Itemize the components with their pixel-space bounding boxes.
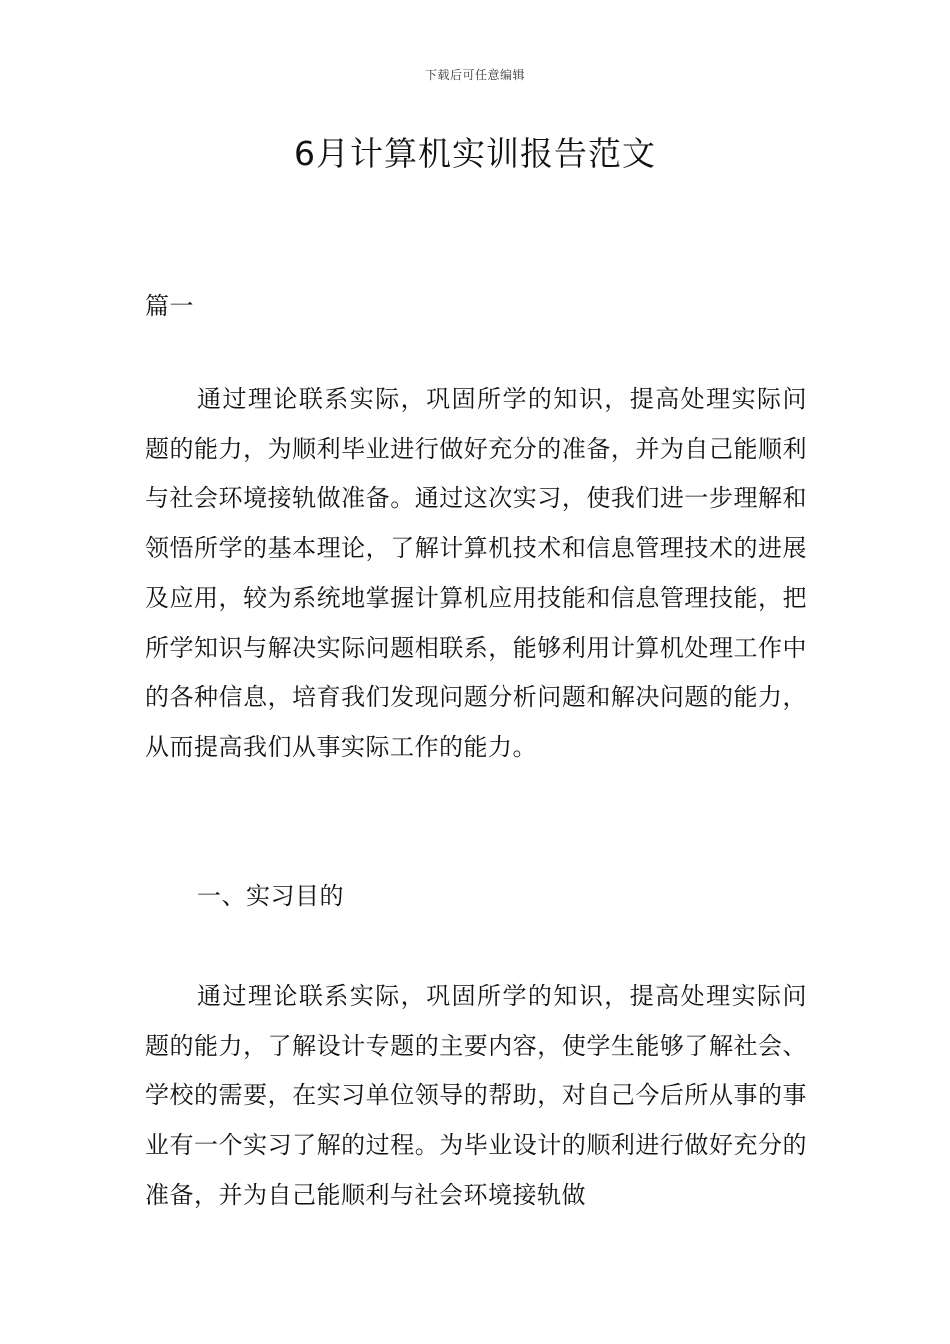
document-title: 6月计算机实训报告范文 (294, 134, 656, 173)
header-note: 下载后可任意编辑 (424, 68, 525, 82)
paragraph-purpose: 通过理论联系实际，巩固所学的知识，提高处理实际问题的能力，了解设计专题的主要内容，使学生能够了解社会、学校的需要，在实习单位领导的帮助，对自己今后所从事的事业有一个实习了解的过程。为毕业设计的顺利进行做好充分的准备，并为自己能顺利与社会环境接轨做 (145, 982, 807, 1209)
section-heading-purpose: 一、实习目的 (197, 882, 344, 910)
paragraph-intro: 通过理论联系实际，巩固所学的知识，提高处理实际问题的能力，为顺利毕业进行做好充分的准备，并为自己能顺利与社会环境接轨做准备。通过这次实习，使我们进一步理解和领悟所学的基本理论，了解计算机技术和信息管理技术的进展及应用，较为系统地掌握计算机应用技能和信息管理技能，把所学知识与解决实际问题相联系，能够利用计算机处理工作中的各种信息，培育我们发现问题分析问题和解决问题的能力，从而提高我们从事实际工作的能力。 (145, 385, 807, 761)
section-label: 篇一 (145, 292, 194, 320)
